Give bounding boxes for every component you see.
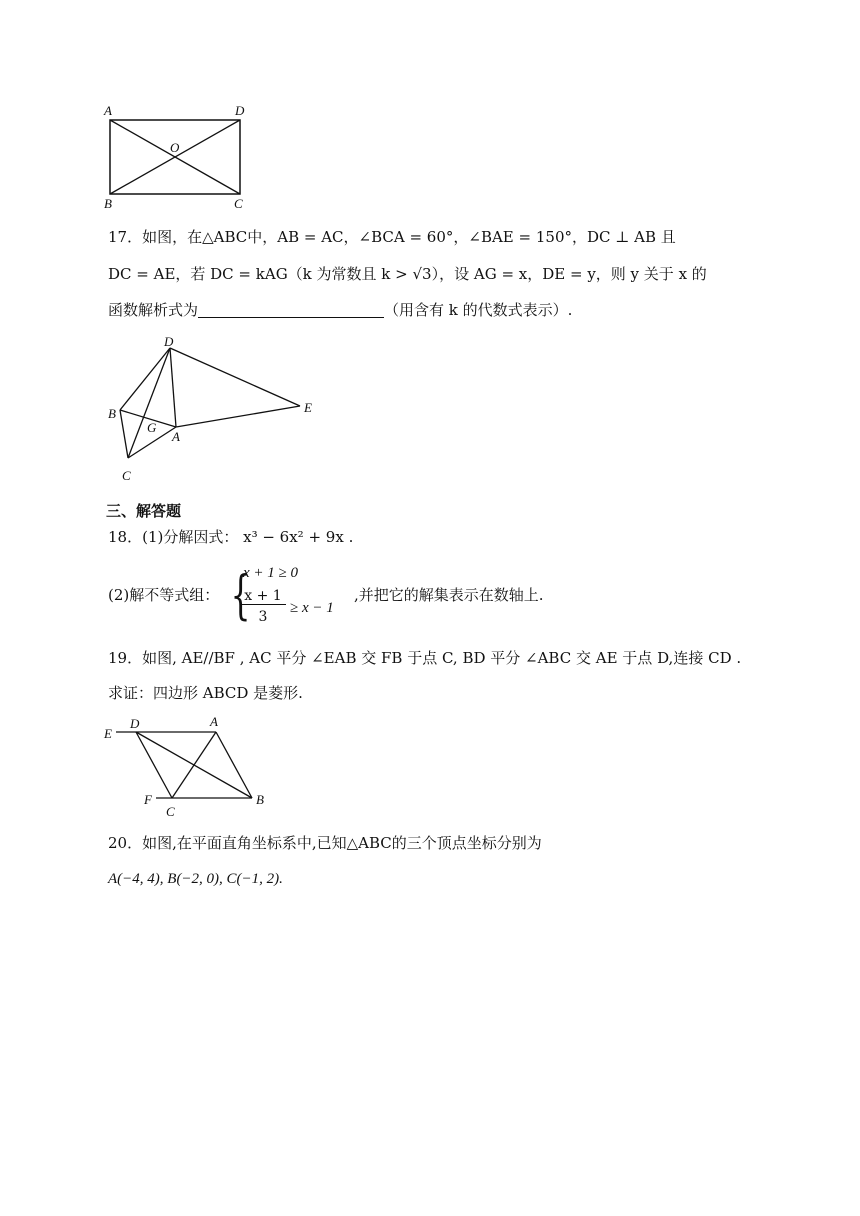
q17-line3-prefix: 函数解析式为	[108, 301, 199, 319]
q17-line1: 17．如图，在△ABC中，AB = AC，∠BCA = 60°，∠BAE = 150°，DC ⊥ AB 且	[108, 228, 676, 246]
q19-line2: 求证：四边形 ABCD 是菱形.	[108, 684, 303, 702]
label-d: D	[164, 334, 174, 349]
seg-da	[170, 348, 176, 427]
label-c: C	[166, 804, 175, 819]
rectangle-figure	[100, 100, 260, 212]
label-c: C	[122, 468, 131, 483]
label-b: B	[108, 406, 116, 421]
label-a: A	[104, 103, 112, 118]
label-a: A	[172, 429, 180, 444]
label-f: F	[144, 792, 152, 807]
label-b: B	[104, 196, 112, 211]
q20-line2: A(−4, 4), B(−2, 0), C(−1, 2).	[108, 871, 283, 887]
label-d: D	[130, 716, 140, 731]
q18-part1: 18．(1)分解因式： x³ − 6x² + 9x .	[108, 528, 354, 546]
section-heading: 三、解答题	[106, 502, 182, 520]
ineq1: x + 1 ≥ 0	[243, 565, 299, 581]
ineq2-rhs: ≥ x − 1	[290, 600, 334, 616]
q17-line3-suffix: （用含有 k 的代数式表示）.	[384, 301, 573, 319]
q20-line1: 20．如图,在平面直角坐标系中,已知△ABC的三个顶点坐标分别为	[108, 834, 542, 852]
q18-part2-tail: ,并把它的解集表示在数轴上.	[354, 586, 544, 604]
label-e: E	[304, 400, 312, 415]
label-c: C	[234, 196, 243, 211]
ineq2-denominator: 3	[258, 609, 268, 625]
seg-ac	[172, 732, 216, 798]
label-g: G	[147, 420, 157, 435]
ineq2-numerator: x + 1	[240, 588, 286, 605]
label-d: D	[235, 103, 245, 118]
seg-db	[120, 348, 170, 410]
q17-line3	[108, 299, 572, 321]
figure-19	[100, 708, 280, 820]
label-o: O	[170, 140, 180, 155]
seg-dc	[128, 348, 170, 458]
label-e: E	[104, 726, 112, 741]
label-a: A	[210, 714, 218, 729]
answer-blank[interactable]	[198, 301, 384, 318]
q17-line2: DC = AE，若 DC = kAG（k 为常数且 k > √3），设 AG = x，DE = y，则 y 关于 x 的	[108, 265, 707, 283]
seg-ae	[176, 406, 300, 427]
seg-de	[170, 348, 300, 406]
label-b: B	[256, 792, 264, 807]
system-brace: {	[230, 566, 251, 626]
figure-17	[100, 330, 340, 488]
q18-part2-label: (2)解不等式组：	[108, 586, 220, 604]
q19-line1: 19．如图, AE//BF , AC 平分 ∠EAB 交 FB 于点 C, BD 平分 ∠ABC 交 AE 于点 D,连接 CD .	[108, 649, 742, 667]
seg-bc	[120, 410, 128, 458]
